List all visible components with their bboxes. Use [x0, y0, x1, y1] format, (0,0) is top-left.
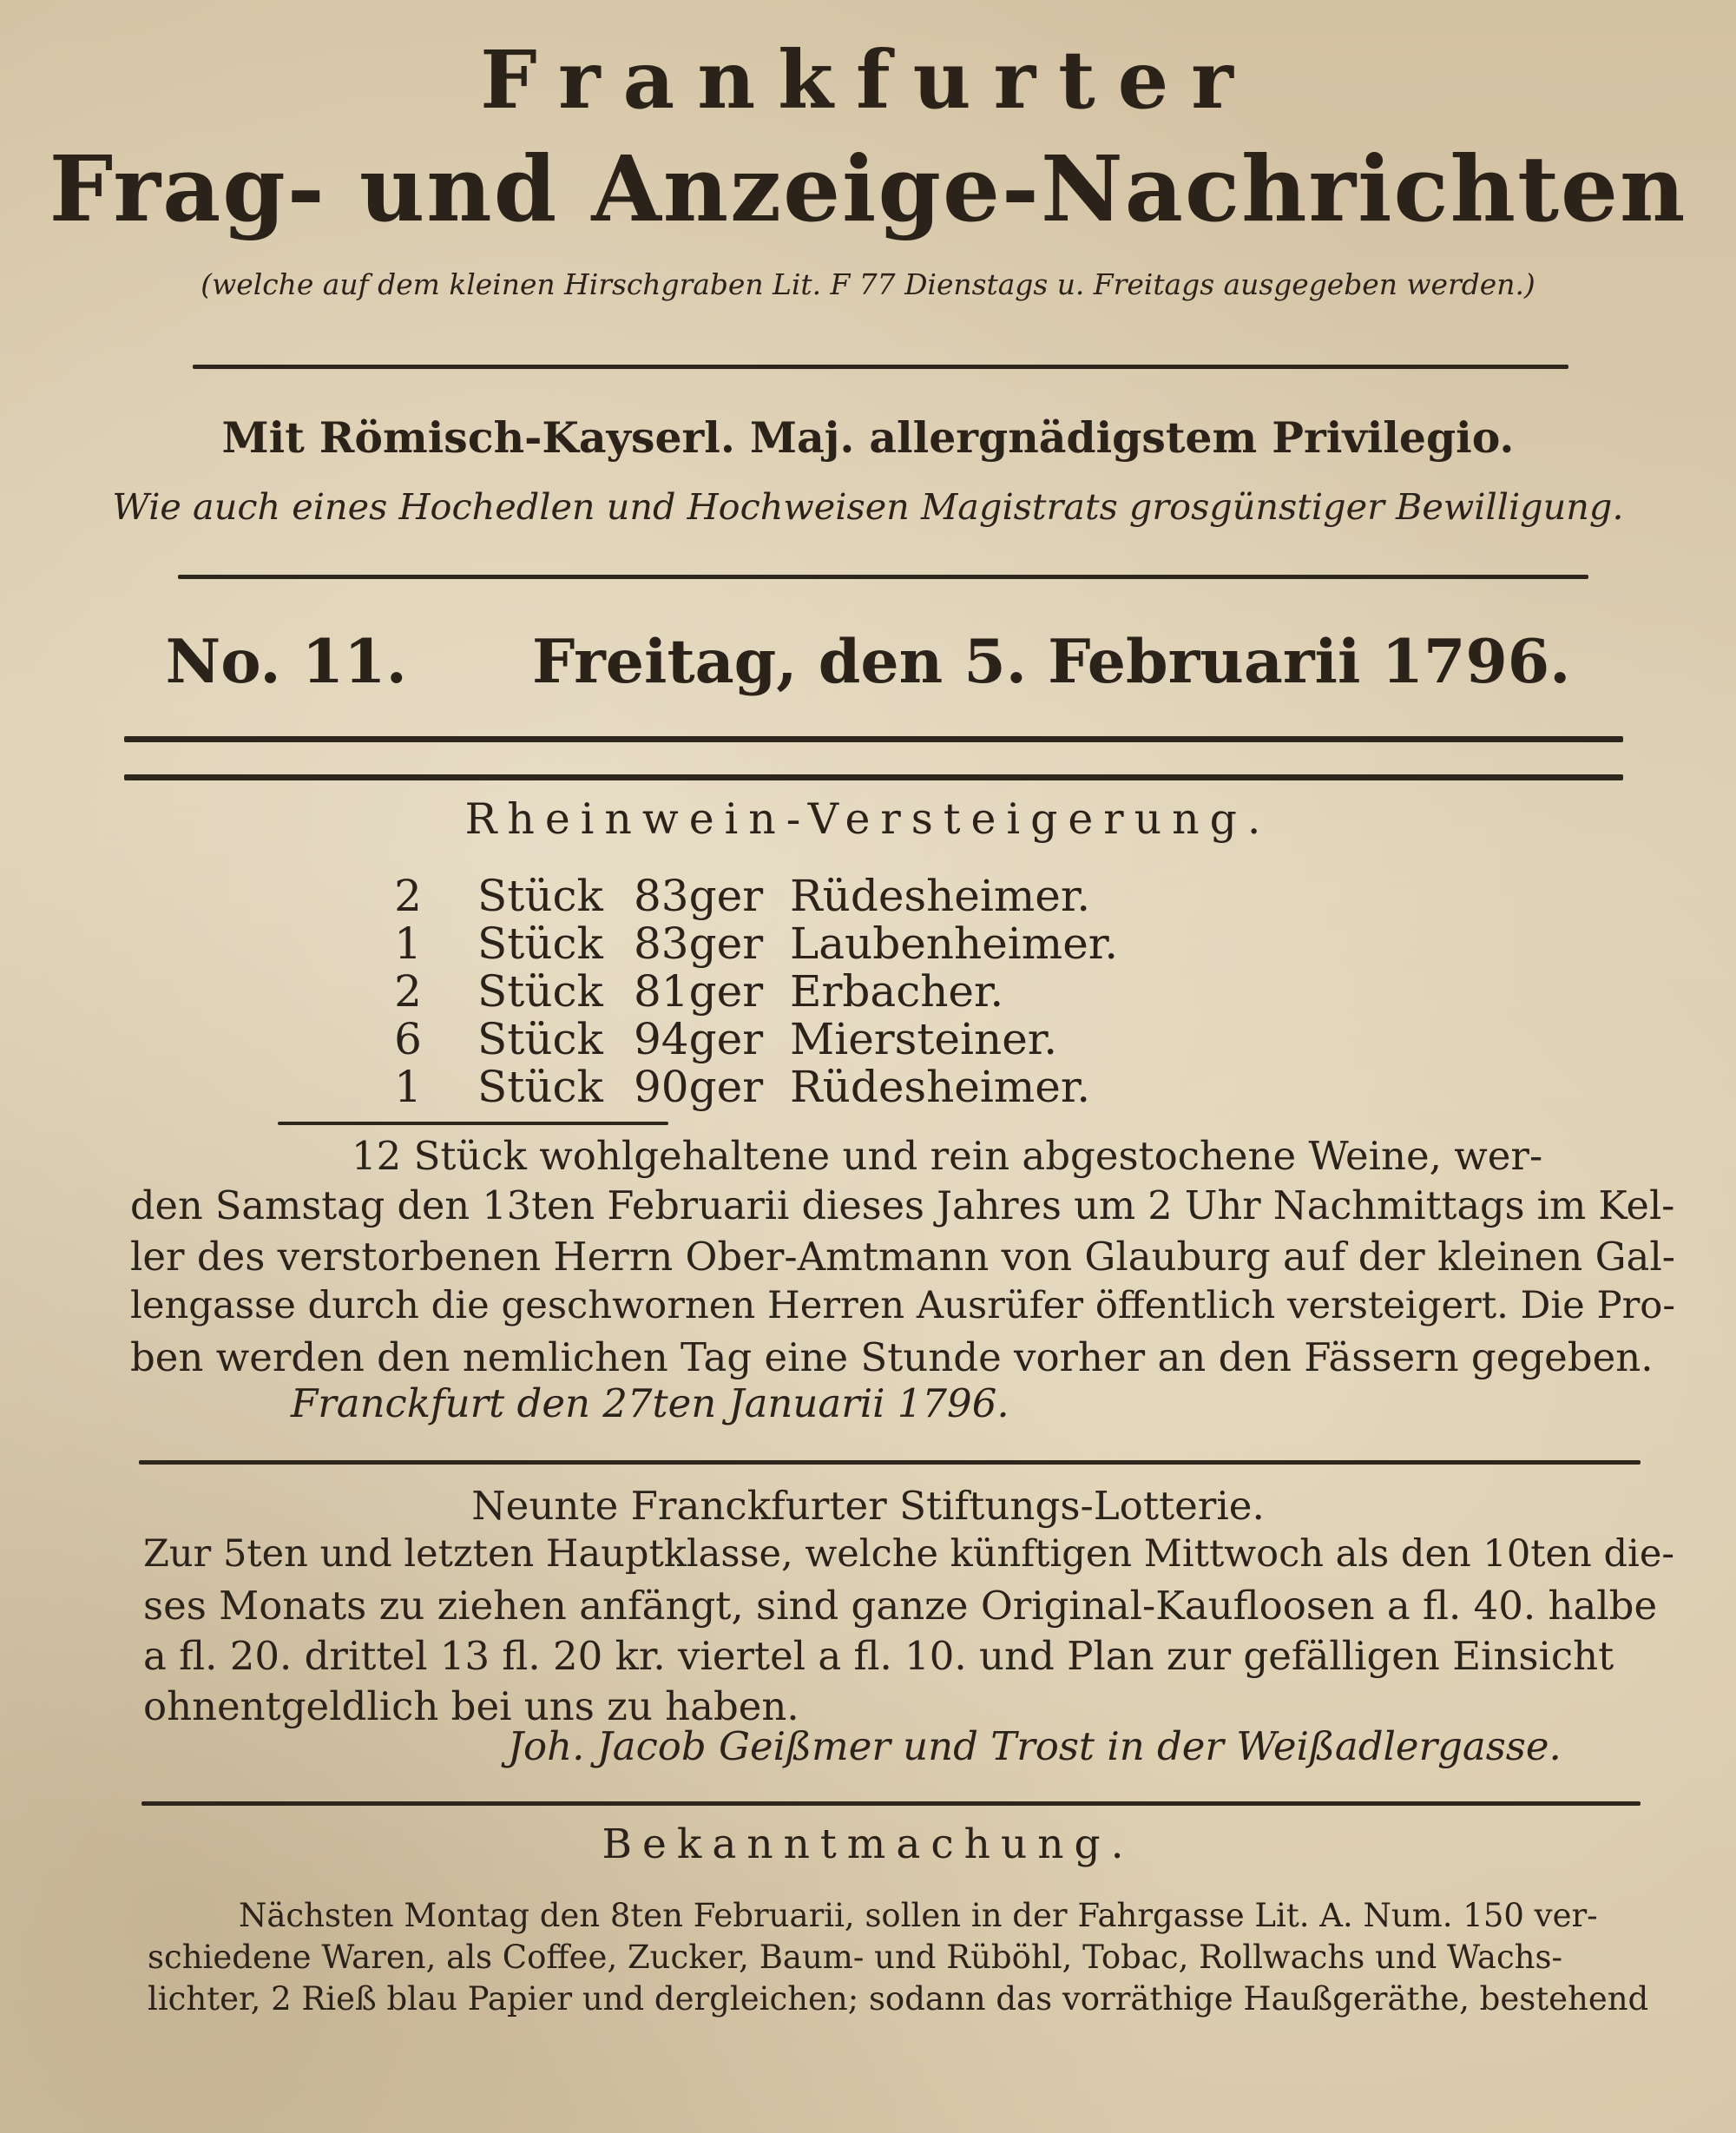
wine-lot-year: 83ger: [634, 918, 764, 969]
wine-lot-year: 83ger: [634, 871, 764, 921]
lottery-text-line: ohnentgeldlich bei uns zu haben.: [143, 1683, 799, 1729]
wine-lot-qty: 2: [394, 871, 422, 921]
wine-lot-unit: Stück: [477, 966, 603, 1017]
privilege-line-2: Wie auch eines Hochedlen und Hochweisen Magistrats grosgünstiger Bewilligung.: [112, 486, 1624, 528]
masthead-title-main: Frag- und Anzeige-Nachrichten: [49, 137, 1687, 242]
double-rule-top: [124, 736, 1623, 742]
wine-auction-heading: Rheinwein-Versteigerung.: [464, 794, 1272, 844]
wine-text-line: ben werden den nemlichen Tag eine Stunde vorher an den Fässern gegeben.: [130, 1334, 1654, 1380]
lottery-signature: Joh. Jacob Geißmer und Trost in der Weißadlergasse.: [508, 1723, 1562, 1769]
wine-text-line: ler des verstorbenen Herrn Ober-Amtmann von Glauburg auf der kleinen Gal-: [130, 1234, 1675, 1280]
wine-lot-qty: 6: [394, 1014, 422, 1064]
announcement-text-line: lichter, 2 Rieß blau Papier und dergleichen; sodann das vorräthige Haußgeräthe, bestehend: [148, 1980, 1649, 2018]
wine-lot-year: 81ger: [634, 966, 764, 1017]
wine-lot-qty: 2: [394, 966, 422, 1017]
wine-lot-qty: 1: [394, 1062, 422, 1112]
wine-lot-name: Erbacher.: [790, 966, 1004, 1017]
lottery-text-line: a fl. 20. drittel 13 fl. 20 kr. viertel a fl. 10. und Plan zur gefälligen Einsicht: [143, 1633, 1614, 1679]
wine-lot-unit: Stück: [477, 1062, 603, 1112]
wine-lot-year: 90ger: [634, 1062, 764, 1112]
privilege-line-1: Mit Römisch-Kayserl. Maj. allergnädigstem Privilegio.: [221, 412, 1515, 463]
wine-lot-year: 94ger: [634, 1014, 764, 1064]
wine-text-line: den Samstag den 13ten Februarii dieses Jahres um 2 Uhr Nachmittags im Kel-: [130, 1183, 1675, 1228]
masthead-title-top: Frankfurter: [480, 33, 1256, 127]
wine-signature: Franckfurt den 27ten Januarii 1796.: [291, 1380, 1009, 1426]
wine-lot-name: Rüdesheimer.: [790, 1062, 1091, 1112]
announcement-text-line: schiedene Waren, als Coffee, Zucker, Baum- und Rüböhl, Tobac, Rollwachs und Wachs-: [148, 1939, 1562, 1976]
masthead-subtitle: (welche auf dem kleinen Hirschgraben Lit. F 77 Dienstags u. Freitags ausgegeben werden.): [201, 267, 1535, 301]
announcement-heading: Bekanntmachung.: [602, 1820, 1134, 1868]
wine-lot-unit: Stück: [477, 871, 603, 921]
divider-rule: [139, 1460, 1641, 1465]
wine-lot-name: Laubenheimer.: [790, 918, 1119, 969]
wine-lot-name: Miersteiner.: [790, 1014, 1058, 1064]
lottery-text-line: ses Monats zu ziehen anfängt, sind ganze Original-Kaufloosen a fl. 40. halbe: [143, 1583, 1658, 1629]
issue-number: No. 11.: [165, 627, 407, 697]
wine-lot-unit: Stück: [477, 918, 603, 969]
lottery-heading: Neunte Franckfurter Stiftungs-Lotterie.: [471, 1483, 1265, 1529]
issue-line: [0, 627, 1736, 697]
divider-rule: [193, 365, 1568, 369]
divider-rule: [141, 1801, 1641, 1806]
divider-rule: [178, 575, 1588, 579]
wine-lot-qty: 1: [394, 918, 422, 969]
wine-text-line: lengasse durch die geschwornen Herren Ausrüfer öffentlich versteigert. Die Pro-: [130, 1284, 1675, 1327]
announcement-text-line: Nächsten Montag den 8ten Februarii, sollen in der Fahrgasse Lit. A. Num. 150 ver-: [239, 1897, 1598, 1934]
lot-list-rule: [278, 1122, 668, 1125]
wine-lot-unit: Stück: [477, 1014, 603, 1064]
double-rule-bottom: [124, 774, 1623, 780]
wine-text-line: 12 Stück wohlgehaltene und rein abgestochene Weine, wer-: [352, 1133, 1543, 1179]
lottery-text-line: Zur 5ten und letzten Hauptklasse, welche künftigen Mittwoch als den 10ten die-: [143, 1532, 1674, 1576]
issue-date: Freitag, den 5. Februarii 1796.: [532, 627, 1571, 697]
wine-lot-name: Rüdesheimer.: [790, 871, 1091, 921]
